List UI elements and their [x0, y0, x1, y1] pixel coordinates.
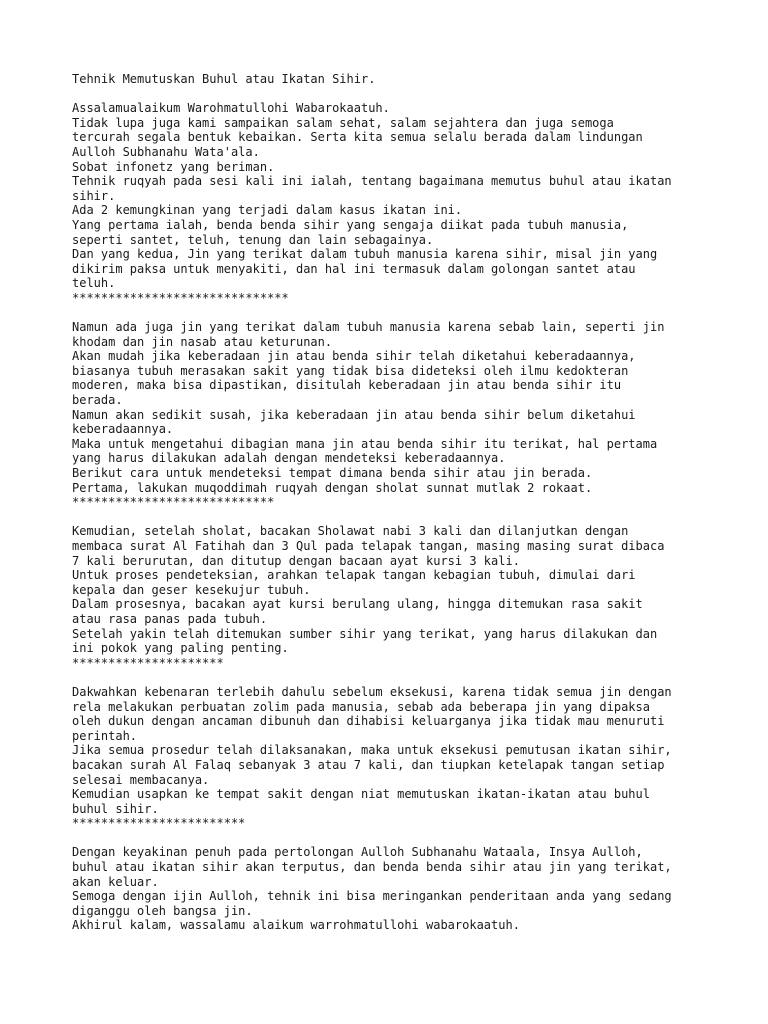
document-line: Kemudian usapkan ke tempat sakit dengan niat memutuskan ikatan-ikatan atau buhul: [72, 787, 650, 802]
document-line: biasanya tubuh merasakan sakit yang tidak bisa dideteksi oleh ilmu kedokteran: [72, 363, 629, 378]
document-body: [72, 72, 712, 933]
document-line: Namun ada juga jin yang terikat dalam tubuh manusia karena sebab lain, seperti jin: [72, 320, 665, 335]
document-line: tercurah segala bentuk kebaikan. Serta kita semua selalu berada dalam lindungan: [72, 130, 643, 145]
document-line: [72, 510, 712, 525]
document-line: Maka untuk mengetahui dibagian mana jin atau benda sihir itu terikat, hal pertama: [72, 436, 658, 451]
document-line: Tidak lupa juga kami sampaikan salam sehat, salam sejahtera dan juga semoga: [72, 115, 614, 130]
document-line: Pertama, lakukan muqoddimah ruqyah dengan sholat sunnat mutlak 2 rokaat.: [72, 480, 593, 495]
document-line: *********************: [72, 655, 224, 670]
document-line: [72, 306, 712, 321]
document-line: Akan mudah jika keberadaan jin atau benda sihir telah diketahui keberadaannya,: [72, 349, 636, 364]
document-line: yang harus dilakukan adalah dengan mendeteksi keberadaannya.: [72, 451, 506, 466]
document-line: atau rasa panas pada tubuh.: [72, 611, 268, 626]
document-line: Assalamualaikum Warohmatullohi Wabarokaatuh.: [72, 101, 390, 116]
document-line: seperti santet, teluh, tenung dan lain sebagainya.: [72, 232, 434, 247]
document-line: buhul atau ikatan sihir akan terputus, dan benda benda sihir atau jin yang terikat,: [72, 860, 672, 875]
document-line: Berikut cara untuk mendeteksi tempat dimana benda sihir atau jin berada.: [72, 466, 593, 481]
document-line: Namun akan sedikit susah, jika keberadaan jin atau benda sihir belum diketahui: [72, 407, 636, 422]
document-line: selesai membacanya.: [72, 772, 210, 787]
document-line: Akhirul kalam, wassalamu alaikum warrohmatullohi wabarokaatuh.: [72, 918, 520, 933]
document-line: [72, 87, 712, 102]
document-line: rela melakukan perbuatan zolim pada manusia, sebab ada beberapa jin yang dipaksa: [72, 699, 650, 714]
document-line: teluh.: [72, 276, 116, 291]
document-line: Sobat infonetz yang beriman.: [72, 159, 275, 174]
document-line: dikirim paksa untuk menyakiti, dan hal ini termasuk dalam golongan santet atau: [72, 261, 636, 276]
document-line: berada.: [72, 393, 123, 408]
document-line: Tehnik Memutuskan Buhul atau Ikatan Sihir.: [72, 72, 376, 86]
document-line: [72, 670, 712, 685]
document-line: Untuk proses pendeteksian, arahkan telapak tangan kebagian tubuh, dimulai dari: [72, 568, 636, 583]
document-line: Aulloh Subhanahu Wata'ala.: [72, 144, 260, 159]
document-line: Dan yang kedua, Jin yang terikat dalam tubuh manusia karena sihir, misal jin yang: [72, 247, 658, 262]
document-line: keberadaannya.: [72, 422, 174, 437]
document-line: oleh dukun dengan ancaman dibunuh dan dihabisi keluarganya jika tidak mau menuruti: [72, 714, 665, 729]
document-line: [72, 831, 712, 846]
document-line: khodam dan jin nasab atau keturunan.: [72, 334, 333, 349]
document-line: moderen, maka bisa dipastikan, disitulah keberadaan jin atau benda sihir itu: [72, 378, 622, 393]
document-line: ini pokok yang paling penting.: [72, 641, 289, 656]
document-line: Dalam prosesnya, bacakan ayat kursi berulang ulang, hingga ditemukan rasa sakit: [72, 597, 643, 612]
document-line: perintah.: [72, 728, 138, 743]
document-line: diganggu oleh bangsa jin.: [72, 903, 253, 918]
document-line: ******************************: [72, 290, 289, 305]
document-line: Tehnik ruqyah pada sesi kali ini ialah, tentang bagaimana memutus buhul atau ikatan: [72, 174, 672, 189]
document-line: Setelah yakin telah ditemukan sumber sihir yang terikat, yang harus dilakukan dan: [72, 626, 658, 641]
document-line: ************************: [72, 816, 246, 831]
document-line: ****************************: [72, 495, 275, 510]
document-line: akan keluar.: [72, 874, 159, 889]
document-line: Kemudian, setelah sholat, bacakan Sholawat nabi 3 kali dan dilanjutkan dengan: [72, 524, 629, 539]
document-line: Dengan keyakinan penuh pada pertolongan Aulloh Subhanahu Wataala, Insya Aulloh,: [72, 845, 643, 860]
document-line: sihir.: [72, 188, 116, 203]
document-line: buhul sihir.: [72, 801, 159, 816]
document-line: Semoga dengan ijin Aulloh, tehnik ini bisa meringankan penderitaan anda yang sedang: [72, 889, 672, 904]
document-line: Ada 2 kemungkinan yang terjadi dalam kasus ikatan ini.: [72, 203, 463, 218]
document-line: bacakan surah Al Falaq sebanyak 3 atau 7 kali, dan tiupkan ketelapak tangan setiap: [72, 757, 665, 772]
document-line: membaca surat Al Fatihah dan 3 Qul pada telapak tangan, masing masing surat dibaca: [72, 539, 665, 553]
document-line: kepala dan geser kesekujur tubuh.: [72, 582, 311, 597]
document-line: 7 kali berurutan, dan ditutup dengan bacaan ayat kursi 3 kali.: [72, 553, 520, 568]
document-line: Yang pertama ialah, benda benda sihir yang sengaja diikat pada tubuh manusia,: [72, 217, 629, 232]
document-line: Dakwahkan kebenaran terlebih dahulu sebelum eksekusi, karena tidak semua jin dengan: [72, 684, 672, 699]
document-line: Jika semua prosedur telah dilaksanakan, maka untuk eksekusi pemutusan ikatan sihir,: [72, 743, 672, 758]
